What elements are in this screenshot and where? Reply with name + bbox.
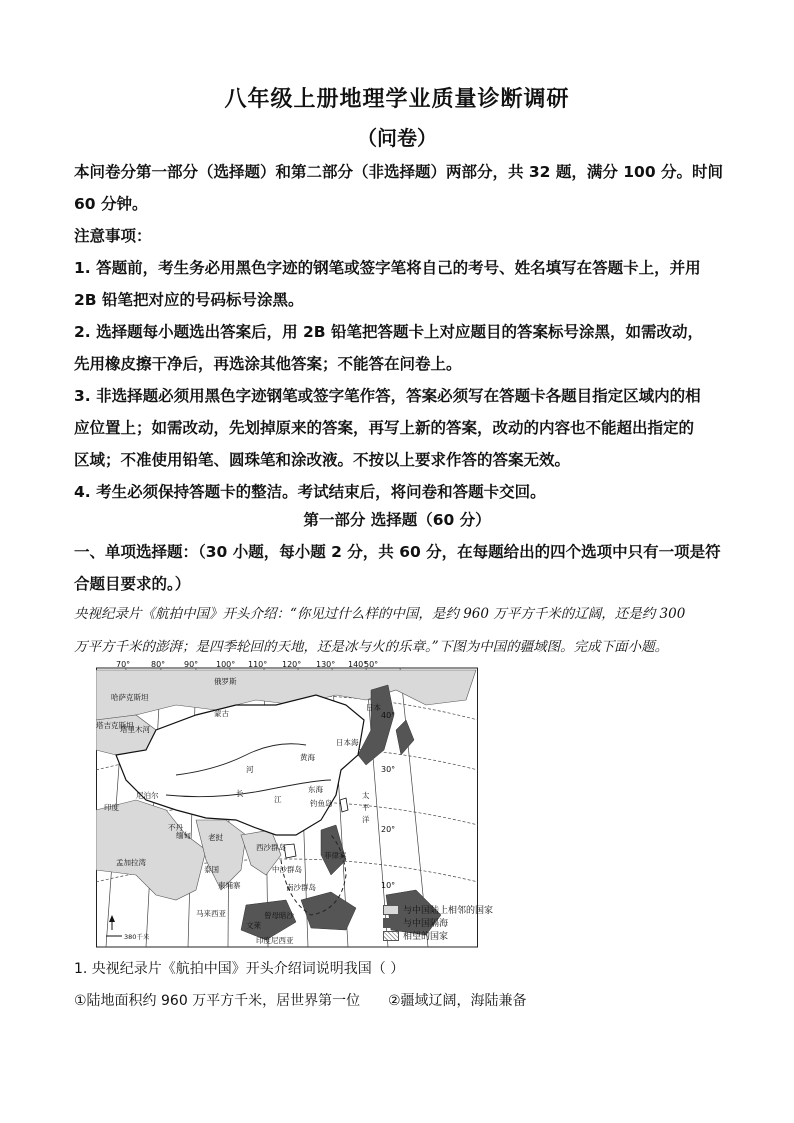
notice-item-2: 2. 选择题每小题选出答案后，用 2B 铅笔把答题卡上对应题目的答案标号涂黑，如需改动，	[74, 323, 703, 341]
label-thailand: 泰国	[204, 865, 219, 874]
lon-label: 110°	[248, 660, 268, 669]
legend-row	[383, 916, 493, 929]
label-diaoyu: 钓鱼岛	[310, 799, 333, 808]
question-intro	[74, 598, 734, 664]
notice-item-3: 3. 非选择题必须用黑色字迹钢笔或签字笔作答，答案必须写在答题卡各题目指定区域内的相	[74, 387, 701, 405]
section-line: 一、单项选择题：（30 小题，每小题 2 分，共 60 分，在每题给出的四个选项中只有一项是符	[74, 543, 721, 561]
notice-label: 注意事项：	[74, 227, 152, 245]
lat-label: 40°	[381, 711, 396, 720]
notice-item-1: 1. 答题前，考生务必用黑色字迹的钢笔或签字笔将自己的考号、姓名填写在答题卡上，并用	[74, 259, 701, 277]
label-pacific: 洋	[362, 815, 370, 824]
label-east-sea: 东海	[308, 785, 323, 794]
label-philippines: 菲律宾	[324, 851, 347, 860]
question-1-option-1: ①陆地面积约 960 万平方千米，居世界第一位	[74, 993, 361, 1009]
label-bhutan: 不丹	[168, 823, 183, 832]
lon-label: 120°	[282, 660, 302, 669]
lat-label: 30°	[381, 765, 396, 774]
label-cambodia: 柬埔寨	[218, 881, 241, 890]
question-1-option-2: ②疆域辽阔，海陆兼备	[388, 993, 527, 1009]
label-russia: 俄罗斯	[214, 677, 237, 686]
label-nepal: 尼泊尔	[136, 791, 159, 800]
lon-label: 90°	[184, 660, 199, 669]
legend-label: 与中国隔海	[403, 919, 449, 929]
label-zhongsha: 中沙群岛	[272, 865, 302, 874]
label-tajik: 塔吉克斯坦	[96, 721, 134, 730]
label-japan-sea: 日本海	[336, 738, 359, 747]
label-malaysia: 马来西亚	[196, 909, 226, 918]
question-1-stem: 1. 央视纪录片《航拍中国》开头介绍词说明我国（ ）	[74, 961, 405, 977]
label-tarim: 塔里木河	[120, 725, 150, 734]
notice-item-4: 4. 考生必须保持答题卡的整洁。考试结束后，将问卷和答题卡交回。	[74, 483, 546, 501]
label-pacific: 平	[362, 803, 370, 812]
instruction-line: 本问卷分第一部分（选择题）和第二部分（非选择题）两部分，共 32 题，满分 100 分。时间	[74, 163, 724, 181]
label-laos: 老挝	[208, 833, 223, 842]
lon-label: 130°	[316, 660, 336, 669]
legend-row	[383, 903, 493, 916]
lat-label: 10°	[381, 881, 396, 890]
legend-swatch	[383, 918, 399, 928]
section-instructions	[74, 536, 724, 600]
label-zengmu: 曾母暗沙	[264, 911, 294, 920]
label-he: 河	[246, 765, 254, 774]
lon-label: 140°	[348, 660, 368, 669]
label-xisha: 西沙群岛	[256, 843, 286, 852]
label-chang: 长	[236, 789, 244, 798]
label-india: 印度	[104, 803, 119, 812]
label-mongolia: 蒙古	[214, 709, 229, 718]
legend-swatch	[383, 905, 399, 915]
legend-label: 与中国陆上相邻的国家	[403, 906, 494, 916]
notice-item-2-cont: 先用橡皮擦干净后，再选涂其他答案；不能答在问卷上。	[74, 355, 462, 373]
map-legend	[383, 903, 493, 942]
lon-label: 100°	[216, 660, 236, 669]
label-yellow-sea: 黄海	[300, 753, 315, 762]
notice-item-3-cont: 应位置上；如需改动，先划掉原来的答案，再写上新的答案，改动的内容也不能超出指定的	[74, 419, 695, 437]
lon-label: 50°	[364, 660, 379, 669]
label-myanmar: 缅甸	[176, 831, 191, 840]
scale-label: 380千米	[124, 933, 150, 941]
label-jiang: 江	[274, 795, 282, 804]
label-nansha: 南沙群岛	[286, 883, 316, 892]
label-kazakh: 哈萨克斯坦	[111, 693, 149, 702]
page-title: 八年级上册地理学业质量诊断调研	[224, 86, 570, 112]
lat-label: 20°	[381, 825, 396, 834]
label-japan: 日本	[366, 703, 381, 712]
legend-row	[383, 929, 493, 942]
intro-line: 央视纪录片《航拍中国》开头介绍：“你见过什么样的中国，是约 960 万平方千米的辽阔，还是约 300	[74, 606, 686, 622]
notice-item-1-cont: 2B 铅笔把对应的号码标号涂黑。	[74, 291, 304, 309]
notice-item-3-cont: 区域；不准使用铅笔、圆珠笔和涂改液。不按以上要求作答的答案无效。	[74, 451, 571, 469]
label-indonesia: 印度尼西亚	[256, 936, 294, 945]
page-subtitle: （问卷）	[357, 126, 437, 150]
lon-label: 80°	[151, 660, 166, 669]
part1-heading: 第一部分 选择题（60 分）	[303, 511, 491, 529]
label-bengal: 孟加拉湾	[116, 858, 146, 867]
legend-label: 相望的国家	[403, 932, 449, 942]
label-brunei: 文莱	[246, 921, 261, 930]
intro-line: 万平方千米的澎湃；是四季轮回的天地，还是冰与火的乐章。”下图为中国的疆域图。完成下面小题。	[74, 639, 669, 655]
legend-swatch	[383, 931, 399, 941]
instructions-block	[74, 156, 724, 508]
lon-label: 70°	[116, 660, 131, 669]
section-line: 合题目要求的。）	[74, 575, 191, 593]
instruction-line: 60 分钟。	[74, 195, 148, 213]
label-pacific: 太	[362, 791, 370, 800]
